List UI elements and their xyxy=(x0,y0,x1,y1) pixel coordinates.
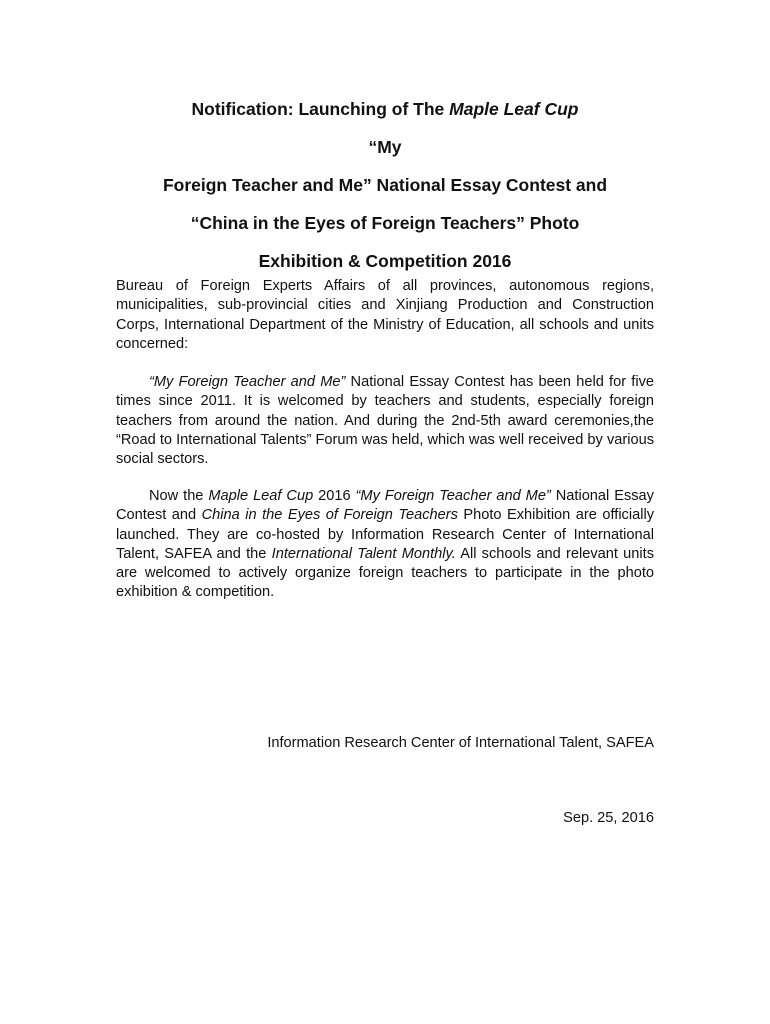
launch-text-1: Now the xyxy=(149,488,209,504)
paragraph-launch xyxy=(116,487,654,603)
launch-italic-3: China in the Eyes of Foreign Teachers xyxy=(201,507,458,524)
launch-text-2: 2016 xyxy=(313,488,356,504)
contest-name-italic: “My Foreign Teacher and Me” xyxy=(149,374,346,390)
launch-italic-2: “My Foreign Teacher and Me” xyxy=(355,488,551,504)
launch-italic-1: Maple Leaf Cup xyxy=(208,488,314,504)
title-line-2: Foreign Teacher and Me” National Essay Contest and xyxy=(162,175,608,195)
launch-text-3: National Essay Contest and xyxy=(116,488,654,524)
title-line-1-prefix: Notification: Launching of The xyxy=(191,99,450,119)
launch-text-4: Photo Exhibition are officially launched. They are co-hosted by Information Research Center of International Talent, SAFEA and the xyxy=(116,507,654,562)
paragraph-history-text: National Essay Contest has been held for five times since 2011. It is welcomed by teachers and students, especially foreign teachers from around the nation. And during the 2nd-5th award ceremonies,the “Road to International Talents” Forum was held, which was well received by various social sectors. xyxy=(116,374,654,468)
signature-date: Sep. 25, 2016 xyxy=(563,810,654,826)
paragraph-history xyxy=(116,373,654,469)
paragraph-addressees: Bureau of Foreign Experts Affairs of all provinces, autonomous regions, municipalities, sub-provincial cities and Xinjiang Production and Construction Corps, International Department of the Ministry of Education, all schools and units concerned: xyxy=(116,278,654,352)
title-line-1-suffix: “My xyxy=(368,137,402,157)
title-line-1-italic: Maple Leaf Cup xyxy=(449,99,579,119)
signature-organization: Information Research Center of International Talent, SAFEA xyxy=(267,735,654,751)
launch-italic-4: International Talent Monthly. xyxy=(271,545,456,562)
title-line-3: “China in the Eyes of Foreign Teachers” Photo xyxy=(190,213,580,233)
title-line-1 xyxy=(100,90,670,128)
notification-title xyxy=(100,90,670,280)
title-line-4: Exhibition & Competition 2016 xyxy=(258,251,512,271)
launch-text-5: All schools and relevant units are welcomed to actively organize foreign teachers to participate in the photo exhibition & competition. xyxy=(116,545,654,601)
